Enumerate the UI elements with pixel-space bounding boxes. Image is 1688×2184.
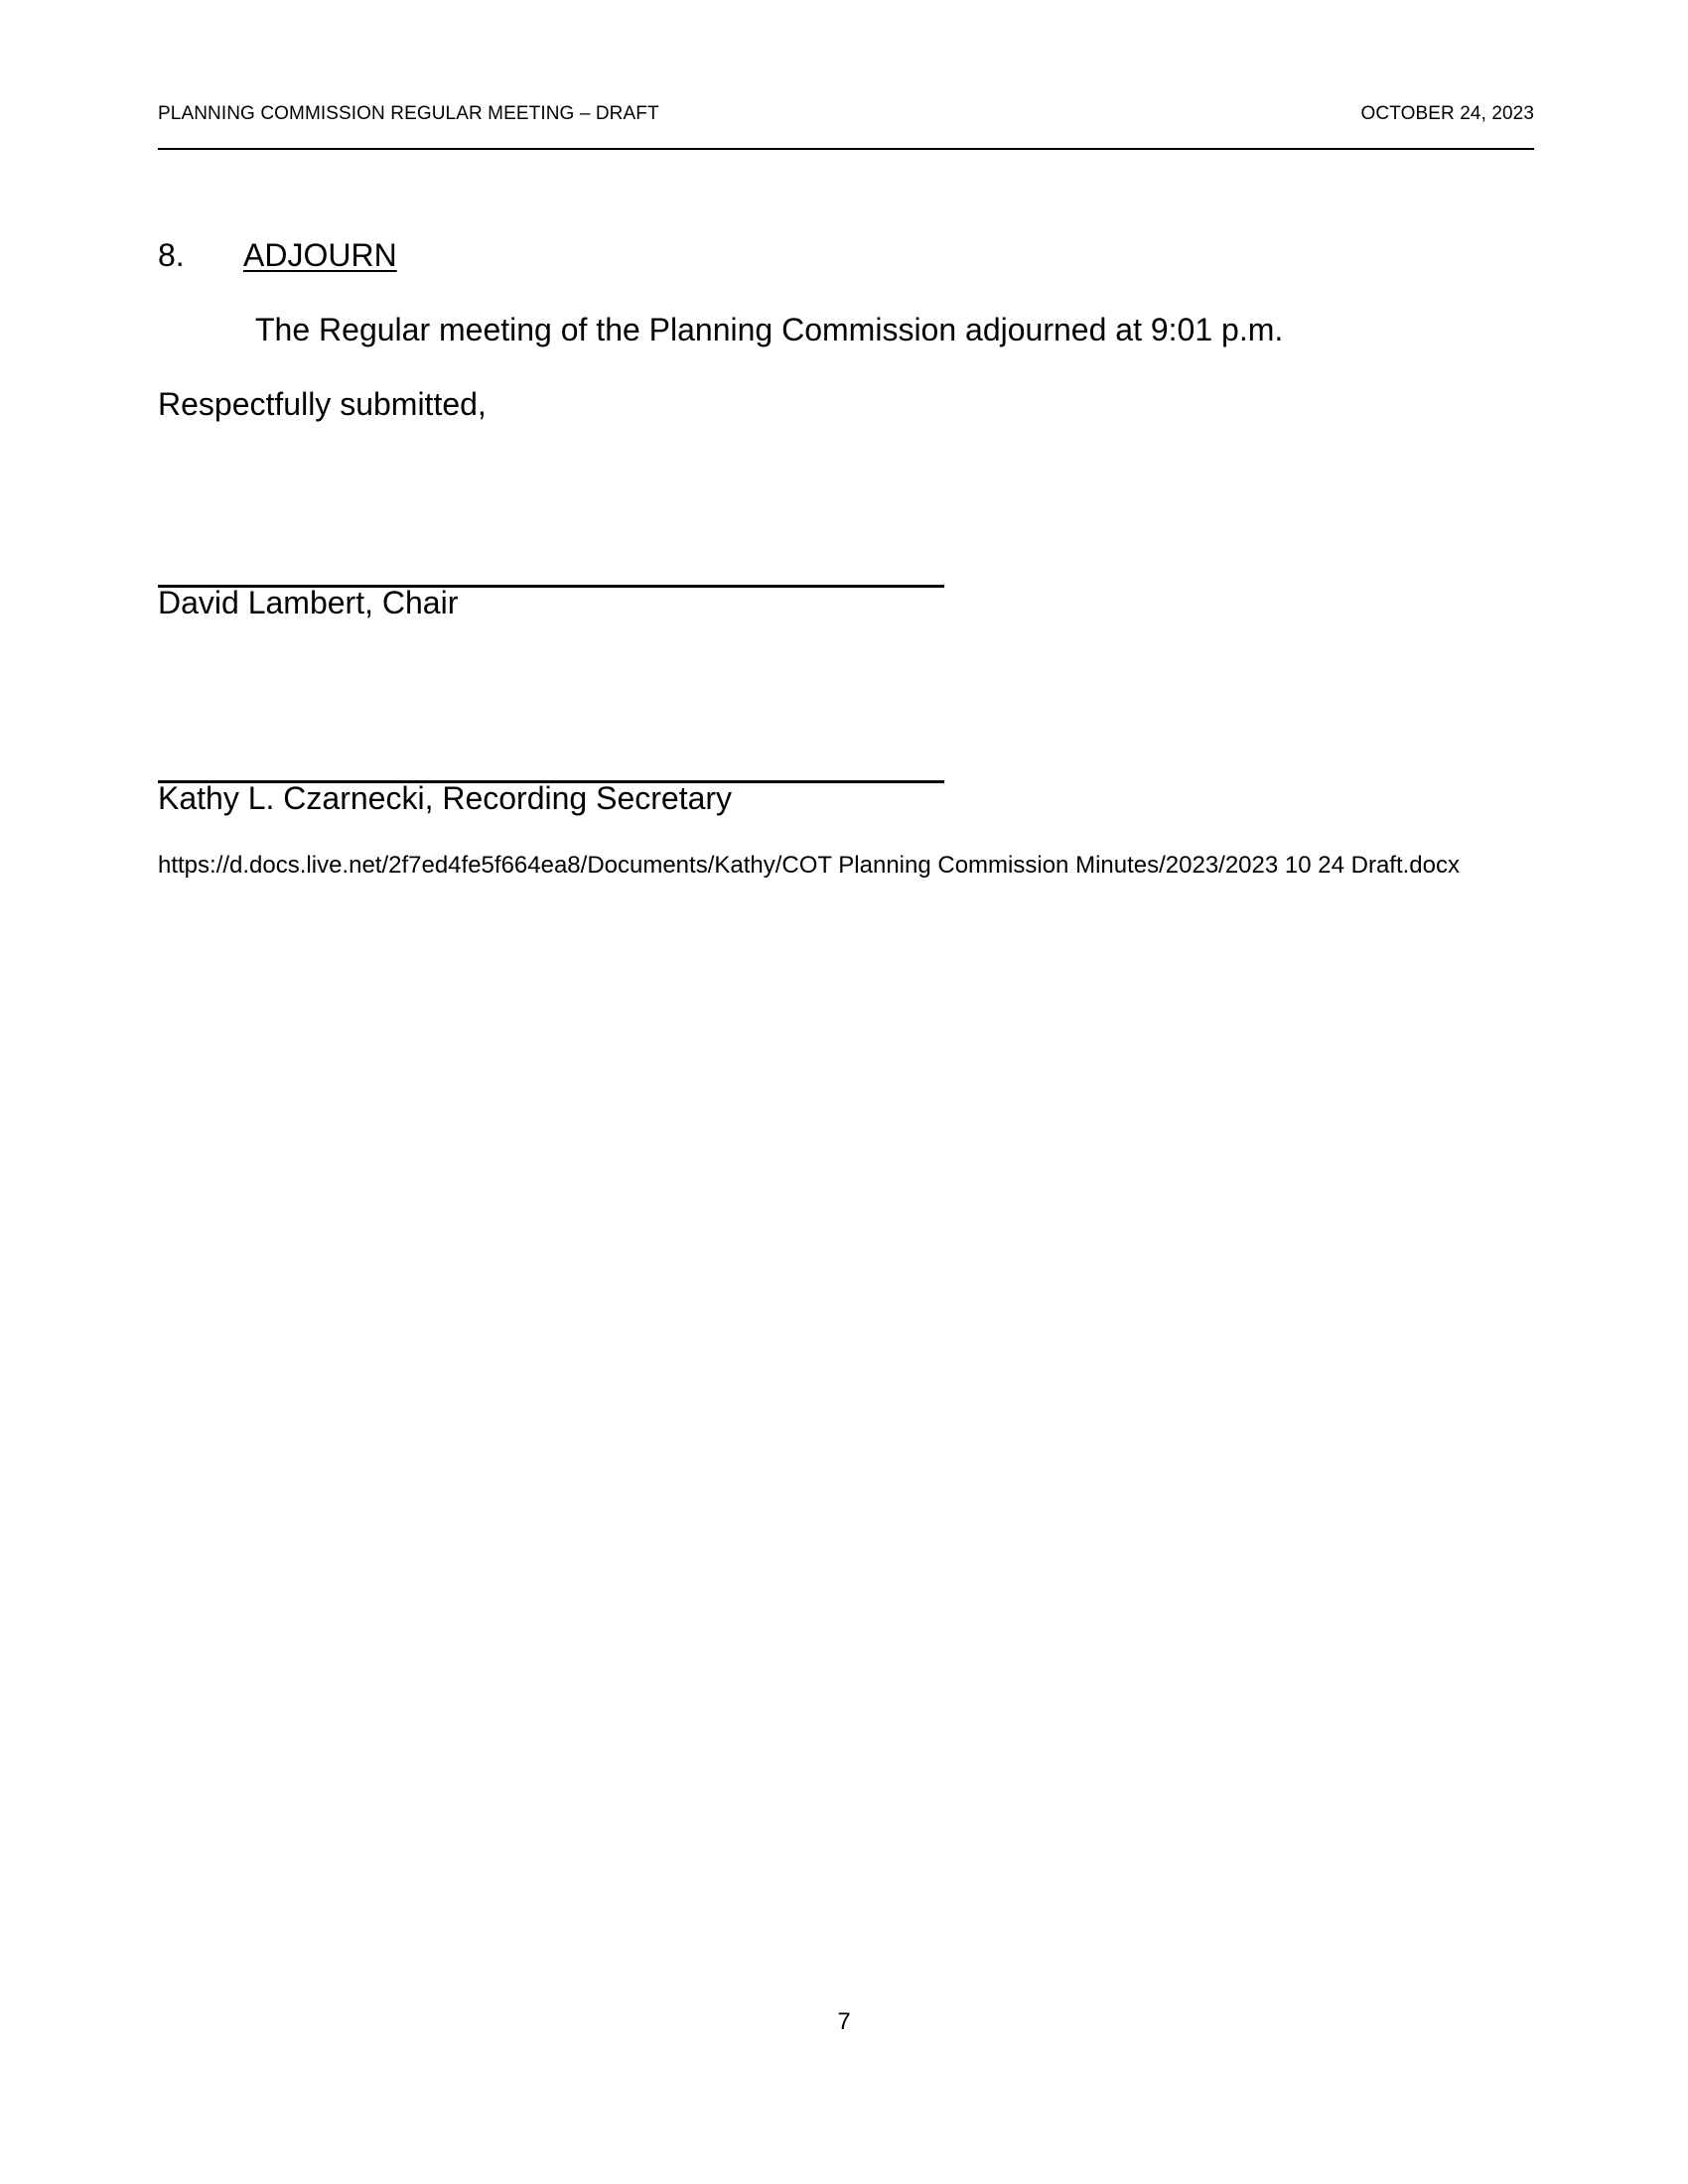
- page-header: [158, 102, 1534, 150]
- adjournment-paragraph: The Regular meeting of the Planning Commission adjourned at 9:01 p.m.: [255, 312, 1284, 347]
- signatory-secretary: Kathy L. Czarnecki, Recording Secretary: [158, 780, 733, 816]
- document-file-path: https://d.docs.live.net/2f7ed4fe5f664ea8/Documents/Kathy/COT Planning Commission Minutes/2023/2023 10 24 Draft.docx: [158, 852, 1460, 879]
- header-title: PLANNING COMMISSION REGULAR MEETING – DRAFT: [158, 103, 659, 124]
- closing-salutation: Respectfully submitted,: [158, 386, 487, 422]
- signatory-chair: David Lambert, Chair: [158, 585, 459, 620]
- page-number: 7: [837, 2008, 851, 2035]
- section-heading: [158, 236, 397, 274]
- header-date: OCTOBER 24, 2023: [1360, 103, 1534, 124]
- section-title: ADJOURN: [243, 237, 397, 273]
- section-number: 8.: [158, 237, 185, 273]
